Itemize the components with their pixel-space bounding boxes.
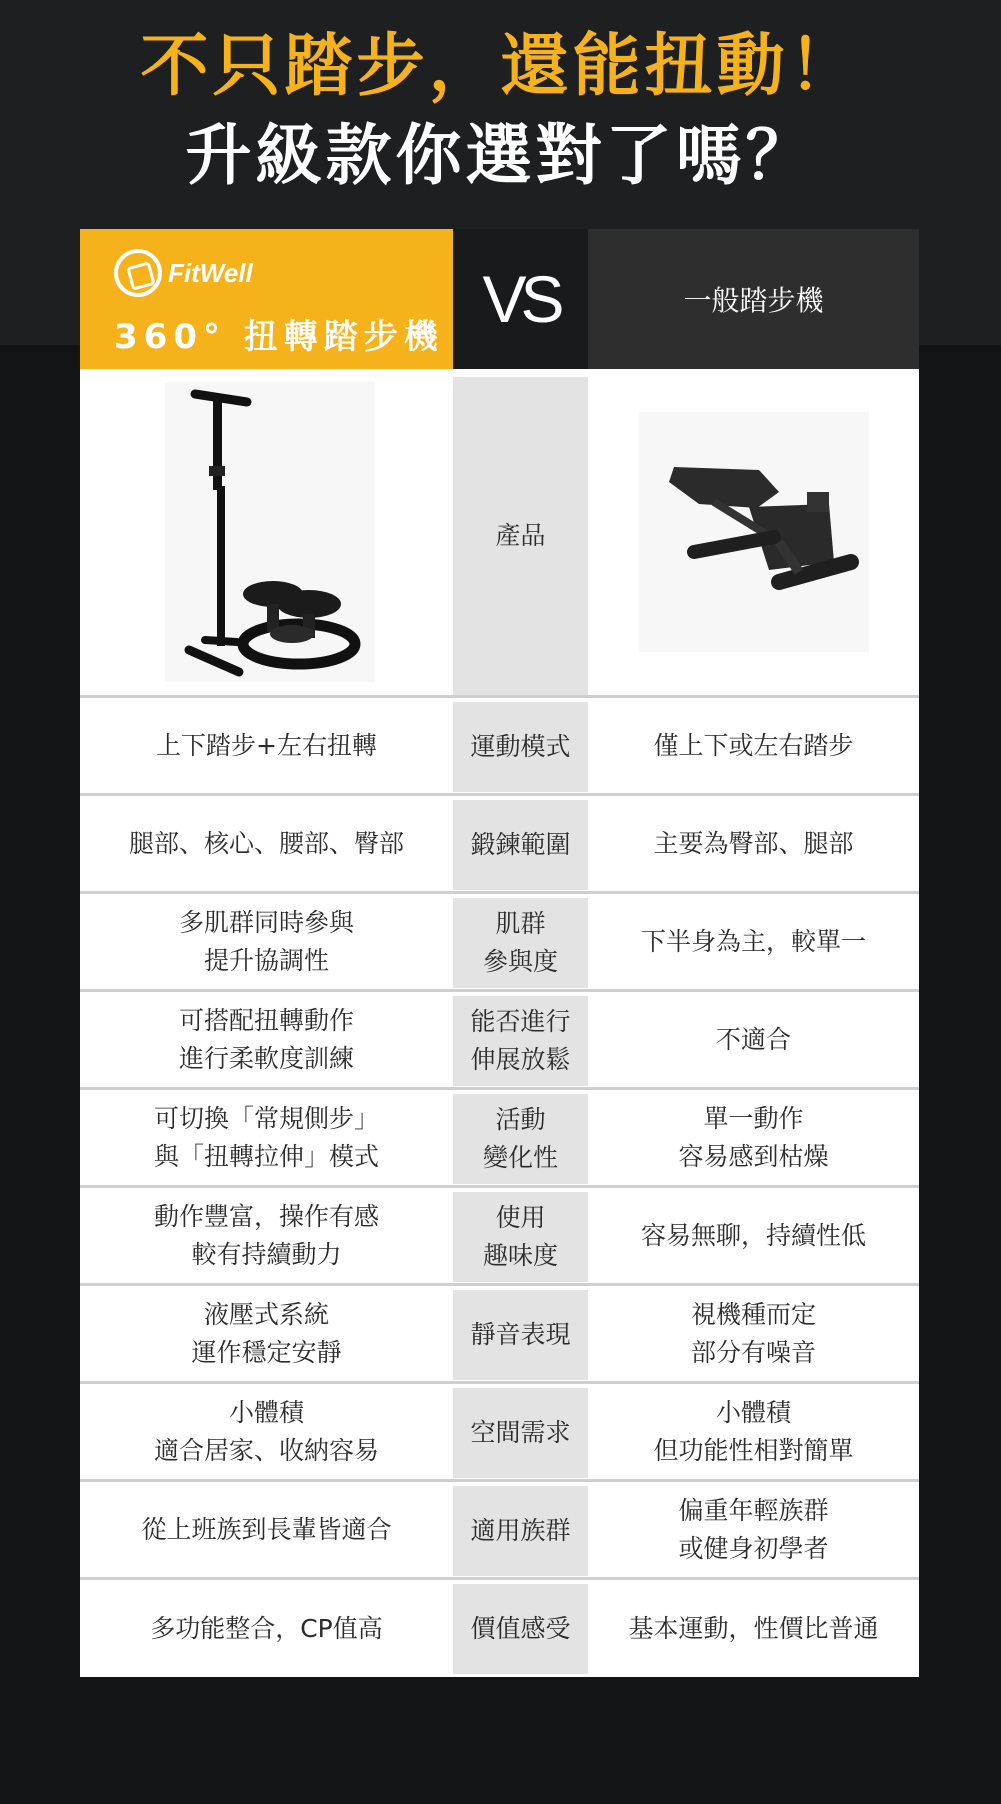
brand-logo: [114, 249, 253, 297]
fitwell-cell: 上下踏步+左右扭轉: [80, 698, 453, 793]
fitwell-cell: 小體積 適合居家、收納容易: [80, 1384, 453, 1479]
competitor-cell: 單一動作 容易感到枯燥: [588, 1090, 919, 1185]
table-row: [80, 1090, 919, 1188]
brand-name: FitWell: [168, 257, 253, 288]
competitor-cell: 僅上下或左右踏步: [588, 698, 919, 793]
fitwell-cell: 腿部、核心、腰部、臀部: [80, 796, 453, 891]
headline-line-2: 升級款你選對了嗎？: [185, 117, 816, 194]
table-row: [80, 1580, 919, 1677]
competitor-cell: 下半身為主，較單一: [588, 894, 919, 989]
criteria-cell: 鍛鍊範圍: [453, 800, 588, 890]
criteria-cell: 能否進行 伸展放鬆: [453, 996, 588, 1086]
table-row: [80, 894, 919, 992]
criteria-cell: 運動模式: [453, 702, 588, 792]
fitwell-cell: 可切換「常規側步」 與「扭轉拉伸」模式: [80, 1090, 453, 1185]
table-row: [80, 1188, 919, 1286]
competitor-cell: 基本運動，性價比普通: [588, 1580, 919, 1677]
fitwell-cell: 多功能整合，CP值高: [80, 1580, 453, 1677]
headline-line-1: 不只踏步，還能扭動！: [140, 27, 861, 106]
table-row: [80, 1482, 919, 1580]
competitor-cell: 小體積 但功能性相對簡單: [588, 1384, 919, 1479]
comparison-table: [80, 229, 919, 1677]
stepper-illustration: [629, 412, 879, 652]
fitwell-logo-icon: [114, 249, 162, 297]
competitor-cell: 主要為臀部、腿部: [588, 796, 919, 891]
fitwell-product-image: [80, 369, 453, 695]
fitwell-cell: 多肌群同時參與 提升協調性: [80, 894, 453, 989]
criteria-cell: 價值感受: [453, 1584, 588, 1674]
table-header: [80, 229, 919, 369]
product-label: 產品: [453, 377, 588, 695]
table-row: [80, 698, 919, 796]
criteria-cell: 使用 趣味度: [453, 1192, 588, 1282]
competitor-cell: 視機種而定 部分有噪音: [588, 1286, 919, 1381]
table-row: [80, 1286, 919, 1384]
table-row: [80, 1384, 919, 1482]
table-row: [80, 796, 919, 894]
competitor-cell: 容易無聊，持續性低: [588, 1188, 919, 1283]
fitwell-header: [80, 229, 453, 369]
criteria-cell: 適用族群: [453, 1486, 588, 1576]
criteria-cell: 空間需求: [453, 1388, 588, 1478]
competitor-label: 一般踏步機: [588, 229, 919, 369]
fitwell-cell: 動作豐富，操作有感 較有持續動力: [80, 1188, 453, 1283]
vs-label: VS: [453, 229, 588, 369]
twist-stepper-illustration: [147, 382, 387, 682]
table-row: [80, 992, 919, 1090]
product-name: 360° 扭轉踏步機: [114, 317, 444, 357]
product-image-row: [80, 369, 919, 698]
competitor-cell: 偏重年輕族群 或健身初學者: [588, 1482, 919, 1577]
criteria-cell: 活動 變化性: [453, 1094, 588, 1184]
fitwell-cell: 可搭配扭轉動作 進行柔軟度訓練: [80, 992, 453, 1087]
criteria-cell: 靜音表現: [453, 1290, 588, 1380]
criteria-cell: 肌群 參與度: [453, 898, 588, 988]
competitor-cell: 不適合: [588, 992, 919, 1087]
fitwell-cell: 液壓式系統 運作穩定安靜: [80, 1286, 453, 1381]
regular-product-image: [588, 369, 919, 695]
fitwell-cell: 從上班族到長輩皆適合: [80, 1482, 453, 1577]
